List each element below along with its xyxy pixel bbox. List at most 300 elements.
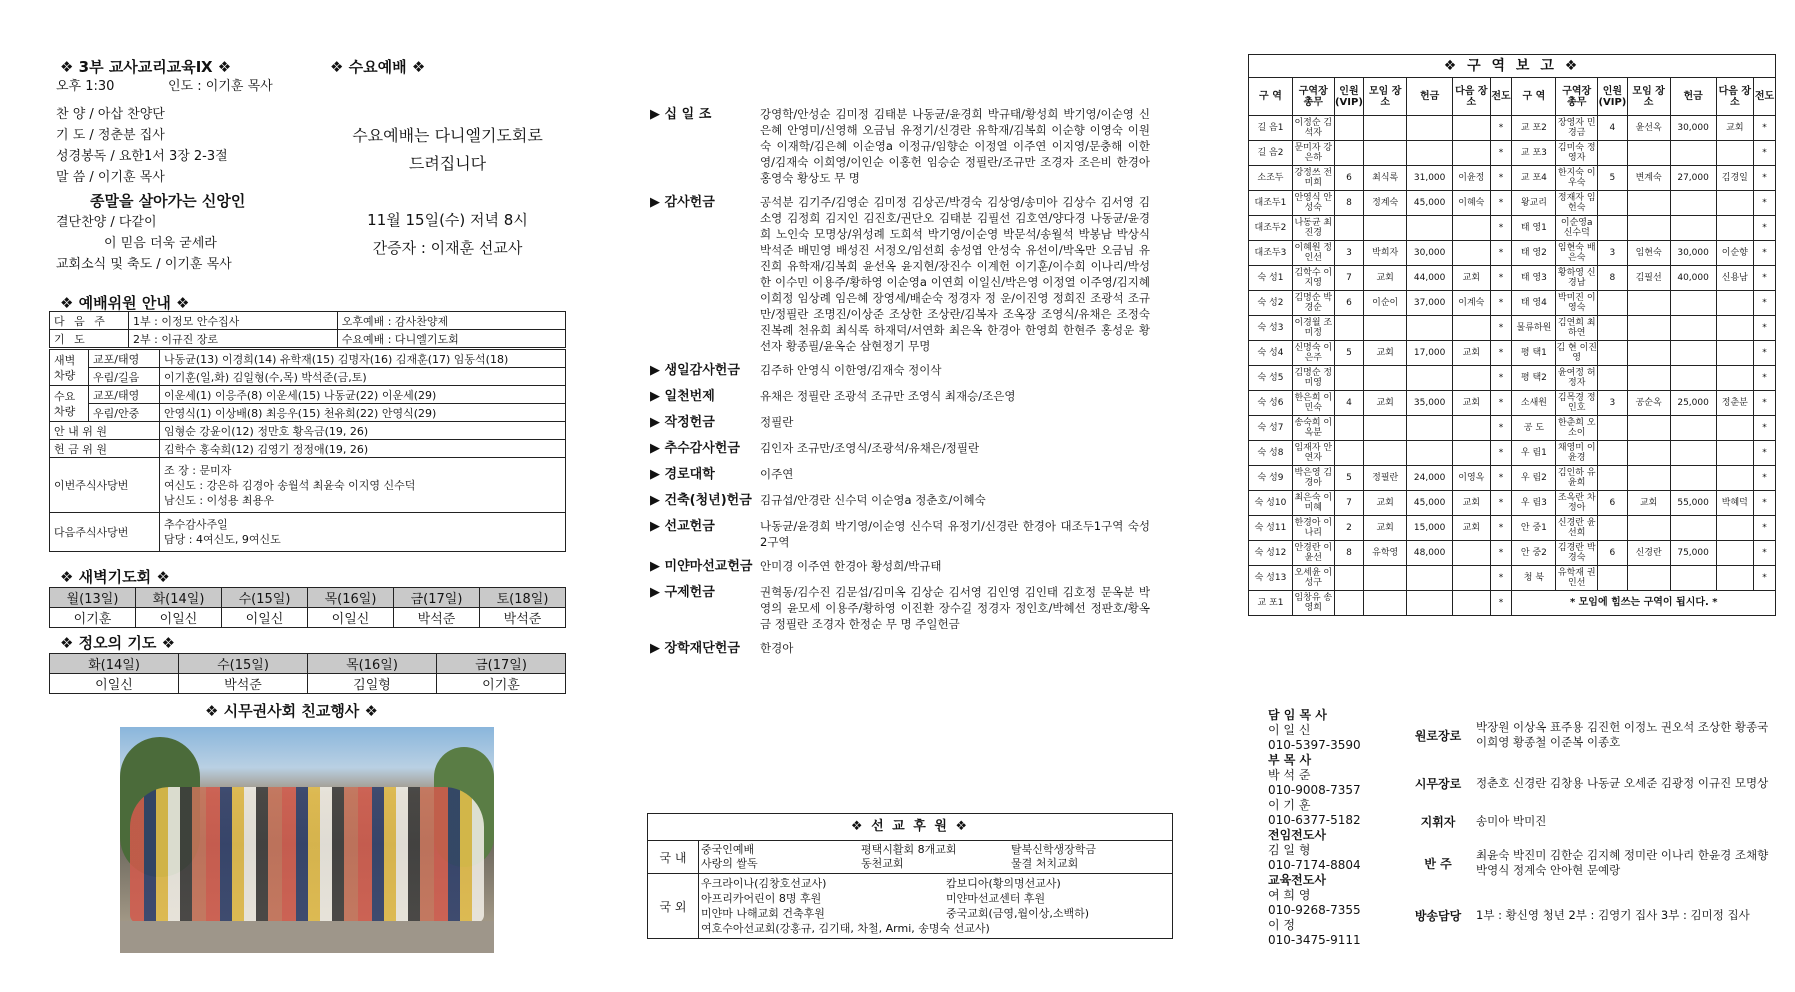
table-cell: 태 영3 xyxy=(1512,266,1556,291)
table-cell: 황하영 신경남 xyxy=(1556,266,1598,291)
table-cell: 김목경 정인호 xyxy=(1556,391,1598,416)
table-row xyxy=(1249,441,1776,466)
table-cell: 교회 xyxy=(1364,391,1407,416)
day-cell: 수(15일) xyxy=(222,588,308,608)
leader-label: 시무장로 xyxy=(1414,776,1462,791)
table-cell xyxy=(1670,141,1716,166)
leader-names: 최윤숙 박진미 김한순 김지혜 정미란 이나리 한윤경 조채향 박영식 정계숙 안아현 문예랑 xyxy=(1476,848,1769,877)
table-cell: * xyxy=(1490,566,1512,591)
table-cell: 변계숙 xyxy=(1627,166,1670,191)
offering-names: 권혁동/김수진 김문섭/김미옥 김상순 김서영 김인영 김인태 김호정 문옥분 박영의 윤모세 이용주/황하영 이진환 장수길 정경자 정인호/박혜선 정판호/황옥금 정필란 조경자 한정순 무 명 주일헌금 xyxy=(760,585,1150,631)
guide-label: 안 내 위 원 xyxy=(50,422,160,440)
offer-value: 김학수 홍숙희(12) 김영기 정정애(19, 26) xyxy=(160,440,566,458)
car-drivers: 이운세(1) 이응주(8) 이운세(15) 나동균(22) 이운세(29) xyxy=(160,386,566,404)
table-cell xyxy=(1334,316,1364,341)
committee-cell: 기 도 xyxy=(50,330,129,348)
day-cell: 수(15일) xyxy=(179,654,308,674)
staff-name: 김 일 형 xyxy=(1268,843,1311,857)
table-cell: * xyxy=(1753,291,1775,316)
worship3-title: ❖ 3부 교사교리교육Ⅸ ❖ xyxy=(60,58,232,76)
table-cell: 유학재 권인선 xyxy=(1556,566,1598,591)
sermon-title: 종말을 살아가는 신앙인 xyxy=(90,192,246,210)
table-cell: * xyxy=(1753,416,1775,441)
mission-domestic xyxy=(648,841,1172,874)
leader-names: 박장원 이상옥 표주용 김진헌 이정노 권오석 조상한 황종국 이희영 황종철 이준복 이종호 xyxy=(1476,720,1769,749)
table-cell xyxy=(1627,366,1670,391)
car-route: 교포/태영 xyxy=(89,350,160,368)
table-cell: 55,000 xyxy=(1670,491,1716,516)
table-cell: * xyxy=(1490,141,1512,166)
table-cell xyxy=(1453,566,1490,591)
table-cell: 문미자 강은하 xyxy=(1292,141,1334,166)
table-cell xyxy=(1627,191,1670,216)
table-cell: * xyxy=(1753,541,1775,566)
table-cell: * xyxy=(1753,516,1775,541)
table-cell: 교회 xyxy=(1453,491,1490,516)
mission-box xyxy=(647,813,1173,939)
table-cell: * xyxy=(1753,366,1775,391)
offering-section xyxy=(650,388,1170,406)
table-cell: 김명순 박경순 xyxy=(1292,291,1334,316)
table-cell xyxy=(1716,216,1753,241)
committee-table xyxy=(49,311,566,348)
table-cell xyxy=(1670,366,1716,391)
table-cell: 정필란 xyxy=(1364,466,1407,491)
table-cell: * xyxy=(1753,266,1775,291)
table-cell: 윤선옥 xyxy=(1627,116,1670,141)
table-cell: 교회 xyxy=(1453,266,1490,291)
table-cell: 교회 xyxy=(1453,516,1490,541)
offering-names: 강영학/안성순 김미정 김태분 나동균/윤경희 박규태/황성희 박기영/이순영 신은혜 안영미/신영해 오금님 유정기/신경란 유학재/김복희 이순향 이영숙 이원숙 이재학/김은혜 이순영a 이정규/임향순 이정열 이주연 이지영/문충해 이한영/김재숙 이희영/이인순 이홍헌 임승순 정필란/조규만 조경자 조은비 한경아 홍영숙 황상도 무 명 xyxy=(760,107,1150,185)
table-cell: 조옥란 차정아 xyxy=(1556,491,1598,516)
table-cell: * xyxy=(1753,341,1775,366)
name-cell: 박석준 xyxy=(480,608,566,628)
table-row xyxy=(50,350,566,368)
day-cell: 목(16일) xyxy=(308,588,394,608)
table-cell: 교 포4 xyxy=(1512,166,1556,191)
offering-section xyxy=(650,362,1170,380)
table-row xyxy=(1249,266,1776,291)
column-header: 구역장 총무 xyxy=(1556,78,1598,116)
table-cell xyxy=(1716,466,1753,491)
name-cell: 이기훈 xyxy=(437,674,566,694)
car-table xyxy=(49,349,566,552)
table-cell: 교회 xyxy=(1453,391,1490,416)
column-header: 다음 장소 xyxy=(1716,78,1753,116)
table-cell: 7 xyxy=(1334,266,1364,291)
table-cell: 이순영a 신수덕 xyxy=(1556,216,1598,241)
table-cell xyxy=(1716,366,1753,391)
table-cell: 31,000 xyxy=(1407,166,1453,191)
mission-item: 탈북신학생장학금 xyxy=(1011,843,1097,856)
table-cell: 한지숙 이우숙 xyxy=(1556,166,1598,191)
committee-cell: 다 음 주 xyxy=(50,312,129,330)
table-cell: 김 현 이진영 xyxy=(1556,341,1598,366)
table-cell xyxy=(1334,416,1364,441)
name-cell: 이일신 xyxy=(50,674,179,694)
table-cell xyxy=(1716,291,1753,316)
day-cell: 토(18일) xyxy=(480,588,566,608)
table-cell: 정계숙 xyxy=(1364,191,1407,216)
table-cell xyxy=(1598,141,1628,166)
table-row xyxy=(50,386,566,404)
table-cell: 박혜덕 xyxy=(1716,491,1753,516)
table-cell xyxy=(1453,541,1490,566)
staff-phone: 010-7174-8804 xyxy=(1268,858,1361,872)
table-cell: 박희자 xyxy=(1364,241,1407,266)
meal-line: 남신도 : 이성용 최용우 xyxy=(164,493,274,507)
table-cell: 교회 xyxy=(1364,266,1407,291)
table-cell xyxy=(1670,316,1716,341)
column-header: 구 역 xyxy=(1249,78,1293,116)
day-cell: 월(13일) xyxy=(50,588,136,608)
table-cell: 교회 xyxy=(1453,341,1490,366)
table-cell: 공순옥 xyxy=(1627,391,1670,416)
table-cell: 45,000 xyxy=(1407,191,1453,216)
table-cell xyxy=(1598,341,1628,366)
meal-line: 조 장 : 문미자 xyxy=(164,463,232,477)
table-cell: 김학수 이지영 xyxy=(1292,266,1334,291)
offering-section xyxy=(650,466,1170,484)
noon-table xyxy=(49,653,566,694)
table-cell xyxy=(1407,141,1453,166)
table-cell: * xyxy=(1753,191,1775,216)
table-cell xyxy=(1364,441,1407,466)
table-cell xyxy=(1627,141,1670,166)
table-cell: 김필선 xyxy=(1627,266,1670,291)
offering-label: ▶ 선교헌금 xyxy=(650,519,715,534)
table-cell xyxy=(1407,566,1453,591)
table-cell: 8 xyxy=(1598,266,1628,291)
table-cell: 5 xyxy=(1334,466,1364,491)
table-row xyxy=(1249,591,1776,616)
table-row xyxy=(50,440,566,458)
offering-section xyxy=(650,414,1170,432)
table-cell: 숙 성1 xyxy=(1249,266,1293,291)
table-cell: 한은희 이민숙 xyxy=(1292,391,1334,416)
photo-people xyxy=(130,787,484,923)
table-cell: 신경란 윤선희 xyxy=(1556,516,1598,541)
table-cell: 2 xyxy=(1334,516,1364,541)
leader-label: 지휘자 xyxy=(1420,814,1456,829)
table-cell: 김경란 박경숙 xyxy=(1556,541,1598,566)
offering-names: 김인자 조규만/조영식/조광석/유채은/정필란 xyxy=(760,441,980,455)
table-row xyxy=(1249,116,1776,141)
table-cell: * xyxy=(1753,216,1775,241)
table-cell: 김연희 최하연 xyxy=(1556,316,1598,341)
order-item: 결단찬양 / 다같이 xyxy=(56,215,157,230)
leader-names: 정춘호 신경란 김창용 나동균 오세준 김광정 이규진 모명상 xyxy=(1476,775,1769,790)
table-cell: 물류하원 xyxy=(1512,316,1556,341)
column-header: 구 역 xyxy=(1512,78,1556,116)
table-cell: 숙 성11 xyxy=(1249,516,1293,541)
photo-ground xyxy=(120,921,494,953)
table-cell: 공 도 xyxy=(1512,416,1556,441)
table-cell xyxy=(1407,591,1453,616)
leader-label: 원로장로 xyxy=(1414,728,1462,743)
table-cell: 윤여정 허정자 xyxy=(1556,366,1598,391)
table-cell xyxy=(1670,341,1716,366)
table-cell: 8 xyxy=(1334,191,1364,216)
table-cell: * xyxy=(1490,241,1512,266)
mission-item: 중국교회(금영,월이상,소백하) xyxy=(946,907,1090,920)
staff-role: 담 임 목 사 xyxy=(1268,708,1327,722)
table-cell: 안 중2 xyxy=(1512,541,1556,566)
mission-item: 미얀마 나해교회 건축후원 xyxy=(701,907,825,920)
table-row xyxy=(1249,516,1776,541)
table-cell xyxy=(1407,416,1453,441)
offering-label: ▶ 경로대학 xyxy=(650,467,715,482)
table-cell xyxy=(1670,216,1716,241)
table-cell: * xyxy=(1490,591,1512,616)
leader-label: 반 주 xyxy=(1424,856,1452,871)
wed-info xyxy=(335,206,560,262)
table-cell xyxy=(1670,441,1716,466)
staff-name: 이 일 신 xyxy=(1268,723,1311,737)
table-cell: 이윤정 xyxy=(1453,166,1490,191)
name-cell: 박석준 xyxy=(394,608,480,628)
offering-names: 안미경 이주연 한경아 황성희/박규태 xyxy=(760,559,942,573)
table-cell: * xyxy=(1490,116,1512,141)
column-header: 전도 xyxy=(1753,78,1775,116)
table-row xyxy=(1249,316,1776,341)
table-cell: 신명숙 이은주 xyxy=(1292,341,1334,366)
staff-name: 박 석 준 xyxy=(1268,768,1311,782)
table-cell: 6 xyxy=(1334,166,1364,191)
table-cell: 3 xyxy=(1334,241,1364,266)
column-header: 다음 장소 xyxy=(1453,78,1490,116)
table-cell: 숙 성7 xyxy=(1249,416,1293,441)
order-item: 교회소식 및 축도 / 이기훈 목사 xyxy=(56,257,232,272)
table-row xyxy=(1249,141,1776,166)
table-cell xyxy=(1407,366,1453,391)
mission-item: 캄보디아(황의명선교사) xyxy=(946,877,1061,890)
table-cell: 숙 성5 xyxy=(1249,366,1293,391)
table-cell: 30,000 xyxy=(1670,241,1716,266)
table-cell xyxy=(1716,541,1753,566)
table-cell: * xyxy=(1753,116,1775,141)
table-cell: 6 xyxy=(1598,541,1628,566)
meal-label: 다음주식사당번 xyxy=(50,513,160,552)
table-cell: * xyxy=(1490,516,1512,541)
table-cell: 태 영2 xyxy=(1512,241,1556,266)
table-cell xyxy=(1670,191,1716,216)
table-cell: 44,000 xyxy=(1407,266,1453,291)
meal-line: 여신도 : 강은하 김경아 송월석 최윤숙 이지영 신수덕 xyxy=(164,478,416,492)
table-cell xyxy=(1627,466,1670,491)
table-cell: 김인하 유윤희 xyxy=(1556,466,1598,491)
table-cell: 안경란 이윤선 xyxy=(1292,541,1334,566)
table-cell: 우 림1 xyxy=(1512,441,1556,466)
table-cell: 정춘분 xyxy=(1716,391,1753,416)
table-row xyxy=(50,368,566,386)
mission-item: 동천교회 xyxy=(861,857,904,870)
table-cell xyxy=(1627,566,1670,591)
column-header: 헌금 xyxy=(1670,78,1716,116)
table-cell: 45,000 xyxy=(1407,491,1453,516)
table-row xyxy=(1249,366,1776,391)
table-cell xyxy=(1716,341,1753,366)
table-cell xyxy=(1364,566,1407,591)
name-cell: 이기훈 xyxy=(50,608,136,628)
elders-list xyxy=(1400,708,1780,942)
table-cell: * xyxy=(1753,141,1775,166)
staff-role: 전임전도사 xyxy=(1268,828,1326,842)
table-cell: 24,000 xyxy=(1407,466,1453,491)
table-cell xyxy=(1627,416,1670,441)
offering-section xyxy=(650,558,1170,576)
table-cell: 5 xyxy=(1598,166,1628,191)
table-cell: 안 중1 xyxy=(1512,516,1556,541)
table-cell: 40,000 xyxy=(1670,266,1716,291)
table-cell: 이혜숙 xyxy=(1453,191,1490,216)
car-drivers: 안영식(1) 이상배(8) 최응우(15) 천유희(22) 안영식(29) xyxy=(160,404,566,422)
name-cell: 박석준 xyxy=(179,674,308,694)
table-cell xyxy=(1598,416,1628,441)
order-list xyxy=(56,104,228,188)
table-cell: 임현숙 배은숙 xyxy=(1556,241,1598,266)
table-cell: 이영옥 xyxy=(1453,466,1490,491)
meal-value xyxy=(160,458,566,513)
table-cell: 교 포2 xyxy=(1512,116,1556,141)
table-row xyxy=(50,404,566,422)
table-cell: * xyxy=(1490,441,1512,466)
table-cell: * xyxy=(1753,391,1775,416)
wed-line-1: 수요예배는 다니엘기도회로 xyxy=(352,126,543,145)
table-cell xyxy=(1598,516,1628,541)
staff-name: 이 기 훈 xyxy=(1268,798,1311,812)
table-cell: 숙 성9 xyxy=(1249,466,1293,491)
overseas-label: 국 외 xyxy=(648,874,699,938)
offering-names: 이주연 xyxy=(760,467,794,481)
table-cell: 우 림3 xyxy=(1512,491,1556,516)
car-route: 우림/길음 xyxy=(89,368,160,386)
table-cell: 교회 xyxy=(1627,491,1670,516)
table-cell: * xyxy=(1490,316,1512,341)
table-cell: 김경일 xyxy=(1716,166,1753,191)
mission-item: 사랑의 쌀독 xyxy=(701,857,758,870)
table-cell: * xyxy=(1753,316,1775,341)
table-cell xyxy=(1364,416,1407,441)
order-item: 이 믿음 더욱 굳세라 xyxy=(104,236,217,251)
table-cell xyxy=(1453,141,1490,166)
table-cell: 6 xyxy=(1334,291,1364,316)
table-cell: * xyxy=(1490,491,1512,516)
table-header-row xyxy=(1249,78,1776,116)
day-cell: 화(14일) xyxy=(136,588,222,608)
table-cell: 김미숙 정영자 xyxy=(1556,141,1598,166)
offering-label: ▶ 생일감사헌금 xyxy=(650,363,740,378)
cell-report xyxy=(1248,54,1776,616)
table-cell: 숙 성13 xyxy=(1249,566,1293,591)
offering-section xyxy=(650,640,1170,658)
leader-group xyxy=(1400,888,1780,942)
staff-entry xyxy=(1268,798,1378,828)
column-header: 구역장 총무 xyxy=(1292,78,1334,116)
mission-item: 아프리카어린이 8명 후원 xyxy=(701,892,822,905)
name-cell: 이일신 xyxy=(136,608,222,628)
table-cell: 왕교리 xyxy=(1512,191,1556,216)
day-cell: 금(17일) xyxy=(437,654,566,674)
dawn-table xyxy=(49,587,566,628)
staff-phone: 010-3475-9111 xyxy=(1268,933,1361,947)
table-cell: * xyxy=(1753,241,1775,266)
offering-list xyxy=(650,106,1170,666)
day-cell: 화(14일) xyxy=(50,654,179,674)
table-cell: 송숙희 이옥분 xyxy=(1292,416,1334,441)
table-cell: 교회 xyxy=(1364,516,1407,541)
guide-value: 임형순 강윤이(12) 정만호 황옥금(19, 26) xyxy=(160,422,566,440)
table-cell: * xyxy=(1753,566,1775,591)
offering-names: 김규섭/안경란 신수덕 이순영a 정춘호/이혜숙 xyxy=(760,493,986,507)
offering-section xyxy=(650,106,1170,186)
table-cell: 5 xyxy=(1334,341,1364,366)
table-cell xyxy=(1670,466,1716,491)
offering-label: ▶ 추수감사헌금 xyxy=(650,441,740,456)
table-cell: 숙 성10 xyxy=(1249,491,1293,516)
car-label: 수요 차량 xyxy=(50,386,89,422)
table-cell: * xyxy=(1490,291,1512,316)
meal-line: 추수감사주일 xyxy=(164,518,228,531)
table-cell: 이정순 김석자 xyxy=(1292,116,1334,141)
table-cell: 7 xyxy=(1334,491,1364,516)
table-cell: 박은영 김경아 xyxy=(1292,466,1334,491)
mission-item: 평택시활회 8개교회 xyxy=(861,843,957,856)
leader-names: 송미아 박미진 xyxy=(1476,813,1547,828)
table-cell: 신경란 xyxy=(1627,541,1670,566)
day-cell: 금(17일) xyxy=(394,588,480,608)
table-cell xyxy=(1334,216,1364,241)
table-cell xyxy=(1334,591,1364,616)
table-row xyxy=(1249,541,1776,566)
table-cell xyxy=(1716,441,1753,466)
table-cell: * xyxy=(1753,491,1775,516)
table-cell: * xyxy=(1490,266,1512,291)
table-cell: * xyxy=(1753,441,1775,466)
table-cell: 신용남 xyxy=(1716,266,1753,291)
table-cell: * xyxy=(1753,166,1775,191)
table-cell: 임현숙 xyxy=(1627,241,1670,266)
offering-names: 김주하 안영식 이한영/김재숙 정이삭 xyxy=(760,363,942,377)
table-cell: 25,000 xyxy=(1670,391,1716,416)
table-row xyxy=(50,422,566,440)
meal-value xyxy=(160,513,566,552)
service-leader: 인도 : 이기훈 목사 xyxy=(168,79,273,94)
table-cell: 75,000 xyxy=(1670,541,1716,566)
table-row xyxy=(1249,166,1776,191)
table-row xyxy=(1249,341,1776,366)
committee-cell: 1부 : 이정모 안수집사 xyxy=(129,312,338,330)
table-cell: 태 영1 xyxy=(1512,216,1556,241)
table-cell xyxy=(1407,316,1453,341)
offering-label: ▶ 구제헌금 xyxy=(650,585,715,600)
table-cell xyxy=(1627,291,1670,316)
car-route: 우림/안중 xyxy=(89,404,160,422)
table-cell: 숙 성8 xyxy=(1249,441,1293,466)
name-cell: 이일신 xyxy=(222,608,308,628)
order-item: 말 씀 / 이기훈 목사 xyxy=(56,170,165,185)
offer-label: 헌 금 위 원 xyxy=(50,440,160,458)
table-cell xyxy=(1598,466,1628,491)
table-cell xyxy=(1598,441,1628,466)
table-row xyxy=(50,654,566,674)
table-cell: * xyxy=(1490,216,1512,241)
table-cell xyxy=(1453,366,1490,391)
leader-group xyxy=(1400,804,1780,838)
table-cell: 교 포3 xyxy=(1512,141,1556,166)
table-row xyxy=(50,513,566,552)
offering-label: ▶ 작정헌금 xyxy=(650,415,715,430)
